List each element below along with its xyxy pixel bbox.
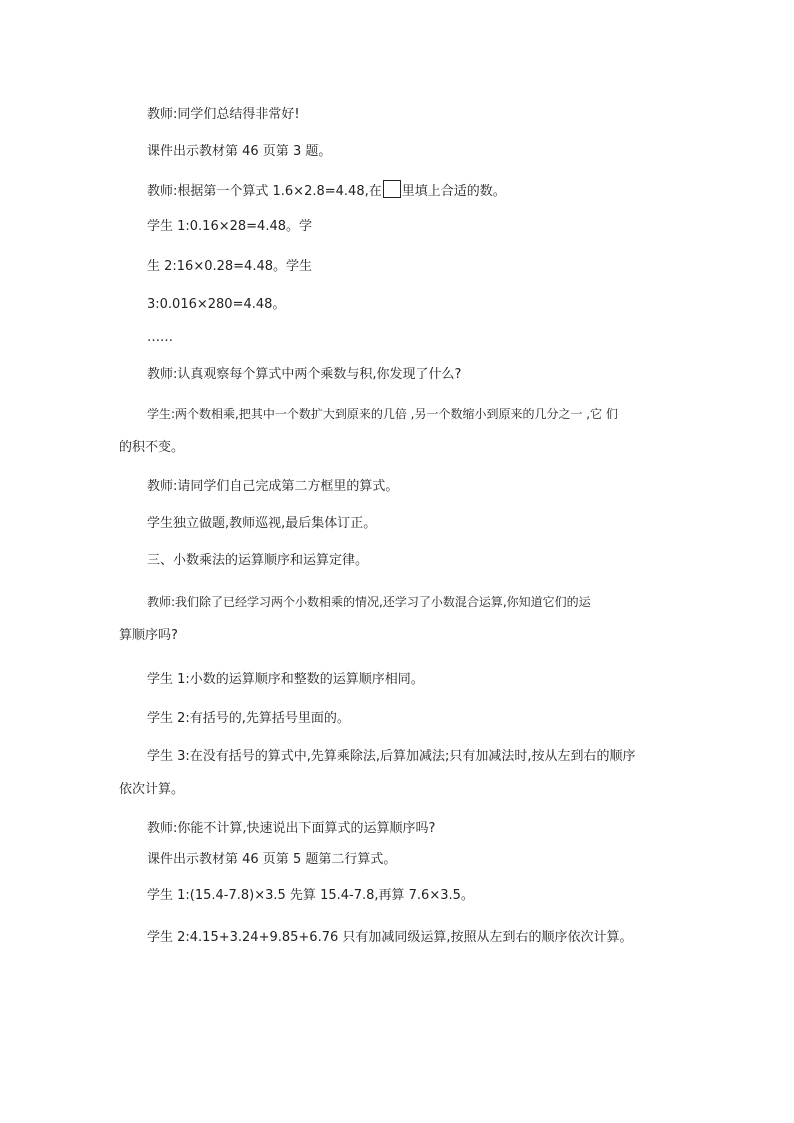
fill-blank-text-after: 里填上合适的数。 — [401, 184, 506, 199]
paragraph-student2-calc: 学生 2:4.15+3.24+9.85+6.76 只有加减同级运算,按照从左到右的顺序依次计算。 — [147, 930, 633, 945]
paragraph-teacher-quick-order: 教师:你能不计算,快速说出下面算式的运算顺序吗? — [147, 821, 436, 836]
paragraph-student2-answer: 生 2:16×0.28=4.48。学生 — [147, 259, 313, 274]
paragraph-student3-order-cont: 依次计算。 — [119, 782, 185, 797]
paragraph-student-finding-cont: 的积不变。 — [119, 440, 185, 455]
paragraph-student3-answer: 3:0.016×280=4.48。 — [147, 297, 286, 312]
paragraph-teacher-mixed-ops-cont: 算顺序吗? — [119, 628, 178, 643]
paragraph-teacher-mixed-ops: 教师:我们除了已经学习两个小数相乘的情况,还学习了小数混合运算,你知道它们的运 — [147, 595, 591, 609]
paragraph-student2-order: 学生 2:有括号的,先算括号里面的。 — [147, 711, 350, 726]
paragraph-students-practice: 学生独立做题,教师巡视,最后集体订正。 — [147, 516, 377, 531]
blank-box-icon — [383, 180, 401, 198]
paragraph-courseware-q3: 课件出示教材第 46 页第 3 题。 — [147, 144, 332, 159]
paragraph-student-finding: 学生:两个数相乘,把其中一个数扩大到原来的几倍 ,另一个数缩小到原来的几分之一 ,它 们 — [147, 407, 618, 421]
section-heading-three: 三、小数乘法的运算顺序和运算定律。 — [147, 553, 369, 568]
paragraph-student3-order: 学生 3:在没有括号的算式中,先算乘除法,后算加减法;只有加减法时,按从左到右的顺序 — [147, 749, 636, 764]
paragraph-student1-calc: 学生 1:(15.4-7.8)×3.5 先算 15.4-7.8,再算 7.6×3.5。 — [147, 888, 474, 903]
paragraph-teacher-observe: 教师:认真观察每个算式中两个乘数与积,你发现了什么? — [147, 367, 462, 382]
fill-blank-text-before: 教师:根据第一个算式 1.6×2.8=4.48,在 — [147, 184, 382, 199]
paragraph-student1-order: 学生 1:小数的运算顺序和整数的运算顺序相同。 — [147, 672, 424, 687]
ellipsis: …… — [147, 330, 173, 345]
paragraph-teacher-praise: 教师:同学们总结得非常好! — [147, 107, 300, 122]
paragraph-courseware-q5: 课件出示教材第 46 页第 5 题第二行算式。 — [147, 852, 397, 867]
paragraph-teacher-fill-blank — [147, 180, 506, 200]
paragraph-teacher-second-box: 教师:请同学们自己完成第二方框里的算式。 — [147, 479, 399, 494]
paragraph-student1-answer: 学生 1:0.16×28=4.48。学 — [147, 219, 313, 234]
